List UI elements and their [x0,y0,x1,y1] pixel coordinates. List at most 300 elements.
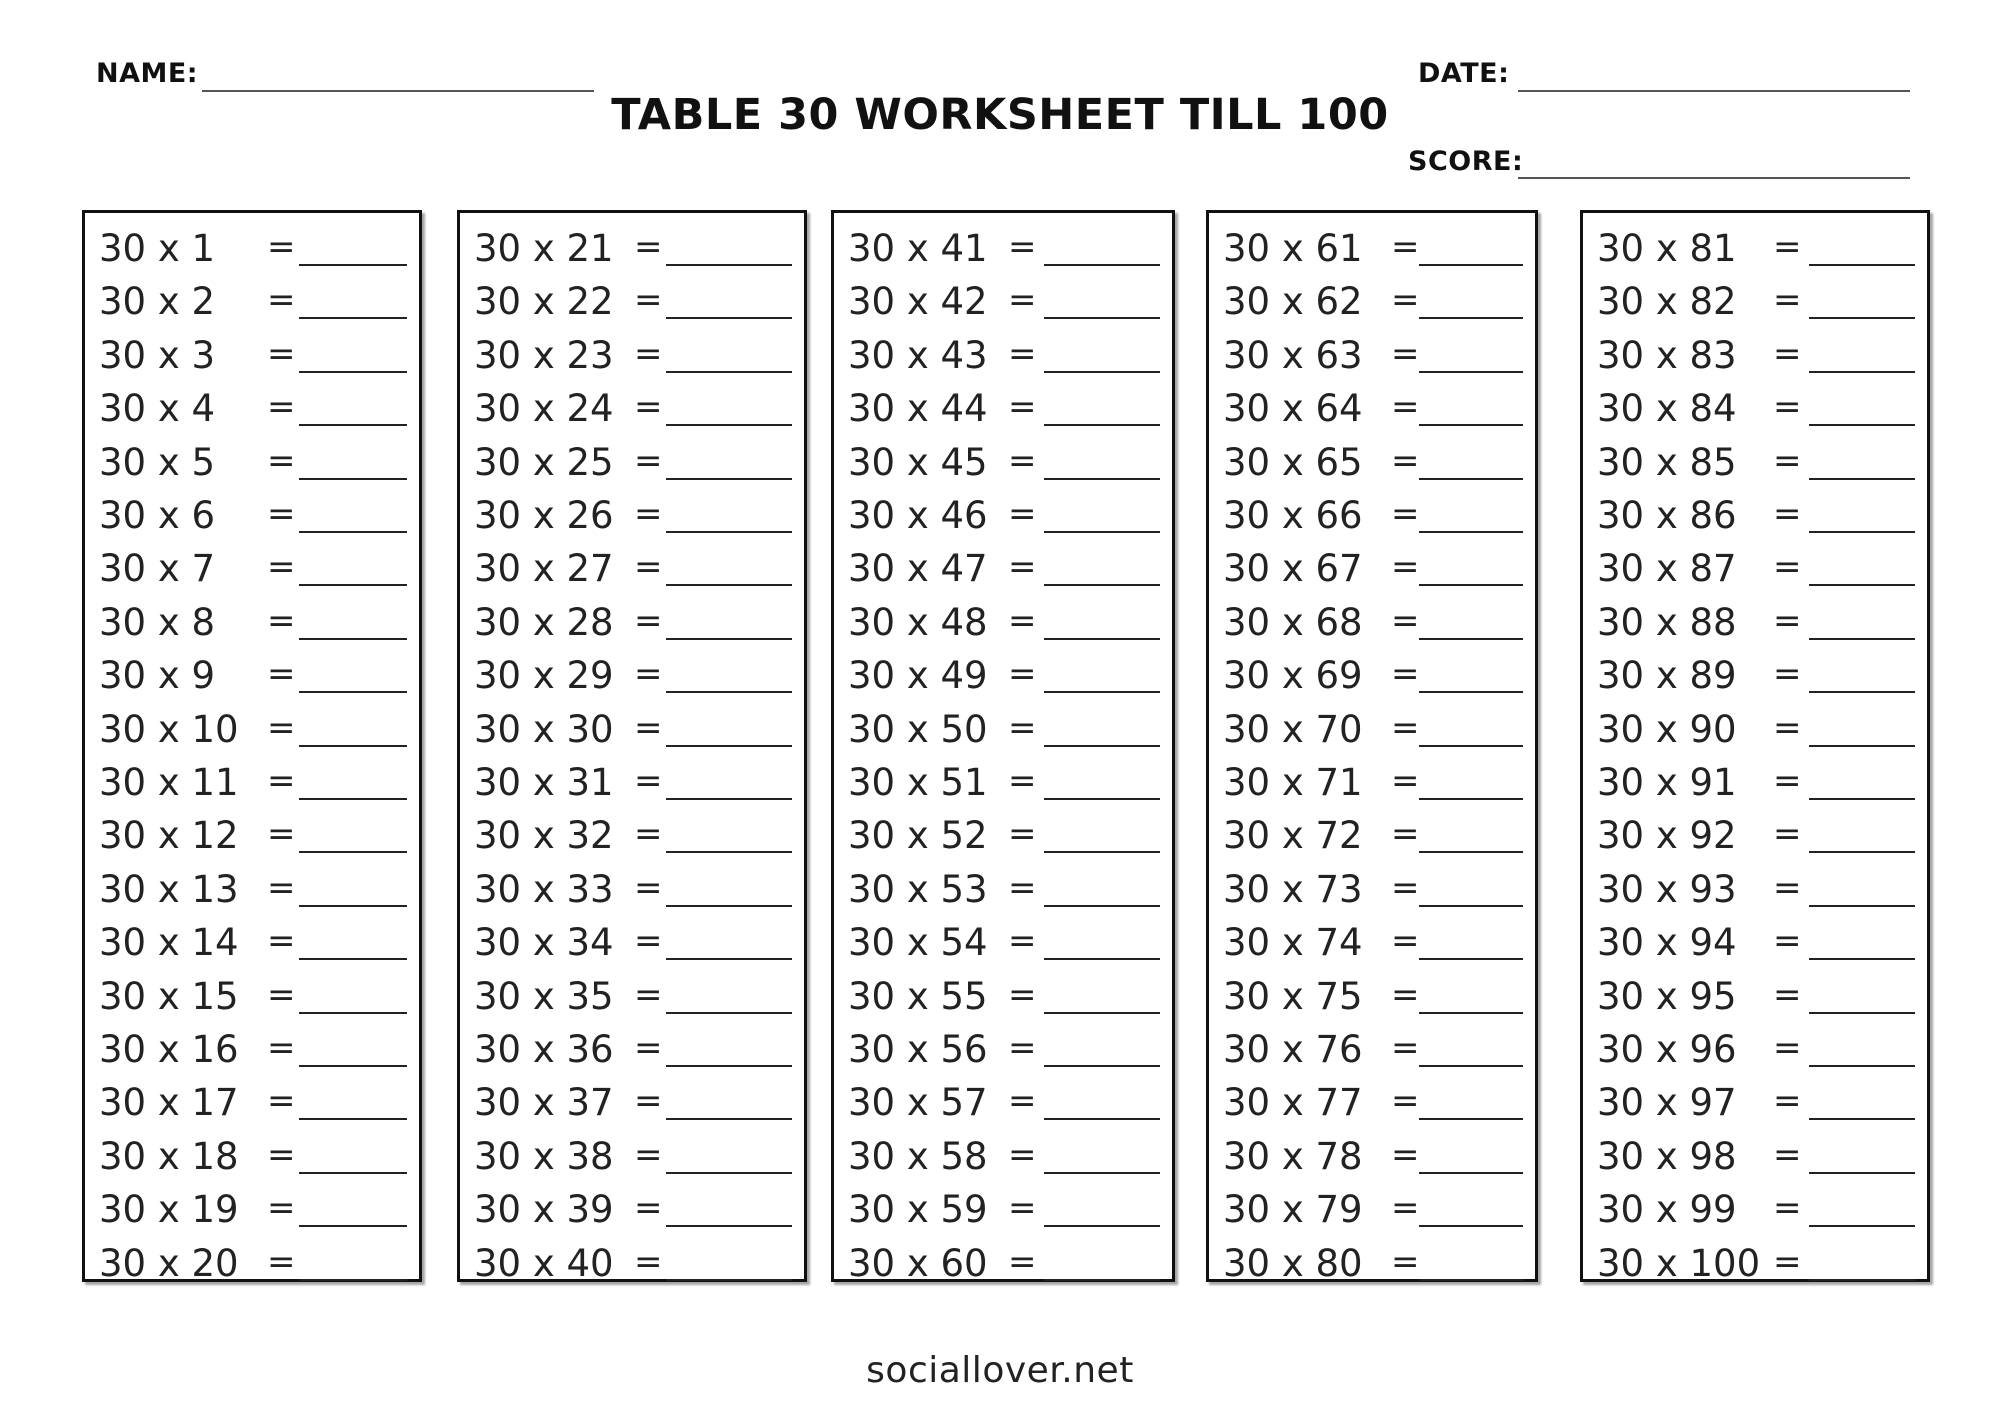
problem-row [85,810,419,863]
problem-expression: 30 x 18 [99,1134,239,1178]
answer-blank[interactable] [299,317,407,319]
answer-blank[interactable] [1044,584,1160,586]
answer-blank[interactable] [1809,371,1915,373]
problem-row [1583,1131,1927,1184]
problem-row [1209,1238,1535,1291]
problem-row [834,810,1172,863]
answer-blank[interactable] [666,798,792,800]
problem-row [834,650,1172,703]
answer-blank[interactable] [666,424,792,426]
problem-row [834,704,1172,757]
equals-sign: = [1773,440,1802,481]
problem-row [1209,1077,1535,1130]
equals-sign: = [1008,761,1037,801]
problem-expression: 30 x 8 [99,600,216,644]
equals-sign: = [634,974,663,1015]
problem-row [834,597,1172,650]
answer-blank[interactable] [1419,1065,1523,1067]
problem-expression: 30 x 53 [848,867,988,911]
problem-row [1583,383,1927,436]
problem-expression: 30 x 15 [99,974,239,1018]
equals-sign: = [267,494,296,534]
answer-blank[interactable] [666,691,792,693]
equals-sign: = [634,814,663,855]
problem-row [460,757,804,810]
answer-blank[interactable] [1044,371,1160,373]
answer-blank[interactable] [299,958,407,960]
answer-blank[interactable] [299,531,407,533]
answer-blank[interactable] [666,1172,792,1174]
answer-blank[interactable] [299,1172,407,1174]
answer-blank[interactable] [666,531,792,533]
problem-row [834,1131,1172,1184]
problem-row [460,864,804,917]
answer-blank[interactable] [1809,478,1915,480]
equals-sign: = [1391,280,1420,321]
problem-expression: 30 x 51 [848,761,988,804]
problem-expression: 30 x 37 [474,1081,614,1125]
answer-blank[interactable] [299,478,407,480]
problem-row [834,757,1172,810]
answer-blank[interactable] [1419,1279,1523,1281]
problem-row [460,490,804,543]
problem-expression: 30 x 41 [848,227,988,270]
equals-sign: = [1008,654,1037,695]
equals-sign: = [1773,1081,1802,1122]
answer-blank[interactable] [1419,691,1523,693]
problem-row [85,1024,419,1077]
problem-expression: 30 x 29 [474,654,614,698]
answer-blank[interactable] [1419,798,1523,800]
answer-blank[interactable] [299,1012,407,1014]
problem-row [1209,1024,1535,1077]
problem-expression: 30 x 26 [474,494,614,537]
answer-blank[interactable] [1419,478,1523,480]
problem-expression: 30 x 43 [848,333,988,377]
equals-sign: = [634,494,663,534]
equals-sign: = [1008,547,1037,588]
answer-blank[interactable] [299,638,407,640]
answer-blank[interactable] [1419,424,1523,426]
problem-expression: 30 x 40 [474,1241,614,1285]
equals-sign: = [634,600,663,641]
problem-row [834,1184,1172,1237]
equals-sign: = [267,814,296,855]
answer-blank[interactable] [666,584,792,586]
problem-row [834,223,1172,276]
problem-expression: 30 x 17 [99,1081,239,1125]
answer-blank[interactable] [1419,584,1523,586]
problem-row [460,383,804,436]
problem-row [460,810,804,863]
score-field-line[interactable] [1518,177,1910,179]
column-box-5 [1580,210,1930,1285]
problem-expression: 30 x 79 [1223,1188,1363,1232]
equals-sign: = [1391,921,1420,962]
equals-sign: = [1008,494,1037,534]
answer-blank[interactable] [666,1279,792,1281]
problem-row [85,1077,419,1130]
problem-expression: 30 x 50 [848,707,988,751]
equals-sign: = [1391,387,1420,428]
equals-sign: = [267,1134,296,1175]
problem-expression: 30 x 22 [474,280,614,324]
equals-sign: = [634,440,663,481]
answer-blank[interactable] [1044,424,1160,426]
problem-expression: 30 x 80 [1223,1241,1363,1285]
problem-expression: 30 x 86 [1597,494,1737,537]
problem-expression: 30 x 23 [474,333,614,377]
problem-expression: 30 x 87 [1597,547,1737,591]
equals-sign: = [1773,707,1802,748]
answer-blank[interactable] [1419,317,1523,319]
answer-blank[interactable] [1809,424,1915,426]
equals-sign: = [1773,387,1802,428]
problem-row [460,650,804,703]
equals-sign: = [1773,227,1802,267]
problem-row [1209,223,1535,276]
answer-blank[interactable] [1809,638,1915,640]
answer-blank[interactable] [299,905,407,907]
answer-blank[interactable] [299,264,407,266]
problem-row [85,650,419,703]
problem-row [85,490,419,543]
problem-expression: 30 x 32 [474,814,614,858]
answer-blank[interactable] [1419,745,1523,747]
answer-blank[interactable] [299,1065,407,1067]
column-box-2 [457,210,807,1285]
equals-sign: = [634,654,663,695]
answer-blank[interactable] [1809,1225,1915,1227]
equals-sign: = [1391,707,1420,748]
answer-blank[interactable] [299,1279,407,1281]
equals-sign: = [1008,1241,1037,1282]
equals-sign: = [1008,1188,1037,1229]
answer-blank[interactable] [1809,851,1915,853]
answer-blank[interactable] [1044,798,1160,800]
problem-row [1583,757,1927,810]
problem-row [1209,810,1535,863]
equals-sign: = [634,921,663,962]
problem-expression: 30 x 10 [99,707,239,751]
answer-blank[interactable] [666,1065,792,1067]
answer-blank[interactable] [1809,1118,1915,1120]
equals-sign: = [267,1081,296,1122]
problem-row [460,1131,804,1184]
problem-row [460,543,804,596]
column-box-1 [82,210,422,1285]
answer-blank[interactable] [1044,531,1160,533]
equals-sign: = [1773,1241,1802,1282]
equals-sign: = [1773,654,1802,695]
equals-sign: = [1391,814,1420,855]
problem-row [1583,490,1927,543]
equals-sign: = [1773,974,1802,1015]
answer-blank[interactable] [666,745,792,747]
problem-row [1209,864,1535,917]
answer-blank[interactable] [1044,264,1160,266]
answer-blank[interactable] [1809,317,1915,319]
problem-expression: 30 x 21 [474,227,614,270]
equals-sign: = [1391,974,1420,1015]
answer-blank[interactable] [299,371,407,373]
problem-expression: 30 x 45 [848,440,988,484]
problem-row [834,276,1172,329]
problem-expression: 30 x 84 [1597,387,1737,431]
equals-sign: = [267,921,296,962]
problem-expression: 30 x 76 [1223,1028,1363,1071]
equals-sign: = [267,280,296,321]
answer-blank[interactable] [299,851,407,853]
equals-sign: = [634,1188,663,1229]
answer-blank[interactable] [1419,1172,1523,1174]
problem-row [834,543,1172,596]
answer-blank[interactable] [1419,531,1523,533]
answer-blank[interactable] [666,1012,792,1014]
problem-row [85,276,419,329]
problem-expression: 30 x 91 [1597,761,1737,804]
problem-row [85,864,419,917]
problem-expression: 30 x 7 [99,547,216,591]
answer-blank[interactable] [1419,1012,1523,1014]
answer-blank[interactable] [1419,264,1523,266]
equals-sign: = [267,1028,296,1068]
problem-expression: 30 x 35 [474,974,614,1018]
equals-sign: = [634,761,663,801]
answer-blank[interactable] [1809,958,1915,960]
problem-row [460,223,804,276]
equals-sign: = [267,1188,296,1229]
answer-blank[interactable] [1044,1065,1160,1067]
equals-sign: = [1008,974,1037,1015]
problem-expression: 30 x 89 [1597,654,1737,698]
problem-row [460,597,804,650]
answer-blank[interactable] [666,905,792,907]
answer-blank[interactable] [1044,691,1160,693]
problem-row [85,1131,419,1184]
equals-sign: = [634,227,663,267]
equals-sign: = [267,654,296,695]
problem-expression: 30 x 95 [1597,974,1737,1018]
answer-blank[interactable] [299,424,407,426]
problem-row [1209,276,1535,329]
answer-blank[interactable] [666,371,792,373]
answer-blank[interactable] [666,478,792,480]
problem-expression: 30 x 67 [1223,547,1363,591]
problem-row [460,1238,804,1291]
answer-blank[interactable] [1419,371,1523,373]
problem-row [834,383,1172,436]
answer-blank[interactable] [1809,905,1915,907]
answer-blank[interactable] [1809,691,1915,693]
problem-expression: 30 x 31 [474,761,614,804]
problem-expression: 30 x 30 [474,707,614,751]
answer-blank[interactable] [1809,1012,1915,1014]
answer-blank[interactable] [1044,478,1160,480]
equals-sign: = [267,1241,296,1282]
problem-row [460,1024,804,1077]
answer-blank[interactable] [1419,1118,1523,1120]
answer-blank[interactable] [1044,851,1160,853]
equals-sign: = [634,867,663,908]
equals-sign: = [634,547,663,588]
equals-sign: = [1008,1081,1037,1122]
equals-sign: = [1391,333,1420,374]
problem-row [1583,810,1927,863]
problem-expression: 30 x 56 [848,1028,988,1071]
problem-row [1209,1184,1535,1237]
problem-row [1583,330,1927,383]
equals-sign: = [1391,440,1420,481]
date-label: DATE: [1418,58,1510,89]
problem-row [834,864,1172,917]
equals-sign: = [1008,280,1037,321]
problem-expression: 30 x 78 [1223,1134,1363,1178]
problem-expression: 30 x 62 [1223,280,1363,324]
problem-row [85,1238,419,1291]
problem-row [460,437,804,490]
problem-expression: 30 x 11 [99,761,239,804]
problem-expression: 30 x 98 [1597,1134,1737,1178]
problem-row [460,917,804,970]
problem-expression: 30 x 63 [1223,333,1363,377]
answer-blank[interactable] [1044,1172,1160,1174]
problem-row [1209,330,1535,383]
answer-blank[interactable] [1809,531,1915,533]
equals-sign: = [1391,1241,1420,1282]
equals-sign: = [1008,1028,1037,1068]
problem-row [460,704,804,757]
problem-row [1209,917,1535,970]
problem-expression: 30 x 33 [474,867,614,911]
problem-row [834,330,1172,383]
problem-expression: 30 x 4 [99,387,216,431]
equals-sign: = [267,707,296,748]
problem-expression: 30 x 1 [99,227,216,270]
equals-sign: = [1773,600,1802,641]
equals-sign: = [1008,1134,1037,1175]
problem-expression: 30 x 57 [848,1081,988,1125]
answer-blank[interactable] [666,264,792,266]
equals-sign: = [634,387,663,428]
problem-row [1583,276,1927,329]
equals-sign: = [267,333,296,374]
problem-expression: 30 x 73 [1223,867,1363,911]
equals-sign: = [1391,1188,1420,1229]
answer-blank[interactable] [1419,1225,1523,1227]
problem-expression: 30 x 70 [1223,707,1363,751]
problem-row [834,917,1172,970]
problem-row [1583,704,1927,757]
equals-sign: = [1391,1028,1420,1068]
answer-blank[interactable] [666,1118,792,1120]
equals-sign: = [267,600,296,641]
equals-sign: = [634,1241,663,1282]
problem-row [834,490,1172,543]
problem-row [1583,650,1927,703]
answer-blank[interactable] [1044,638,1160,640]
answer-blank[interactable] [666,851,792,853]
answer-blank[interactable] [1809,584,1915,586]
equals-sign: = [1008,707,1037,748]
answer-blank[interactable] [1419,851,1523,853]
answer-blank[interactable] [1044,1012,1160,1014]
problem-expression: 30 x 39 [474,1188,614,1232]
equals-sign: = [1391,654,1420,695]
answer-blank[interactable] [299,584,407,586]
equals-sign: = [634,1081,663,1122]
equals-sign: = [267,387,296,428]
equals-sign: = [1391,867,1420,908]
problem-row [1209,543,1535,596]
answer-blank[interactable] [1044,1118,1160,1120]
equals-sign: = [1773,921,1802,962]
problem-expression: 30 x 44 [848,387,988,431]
answer-blank[interactable] [666,958,792,960]
answer-blank[interactable] [666,638,792,640]
score-label: SCORE: [1408,146,1524,177]
answer-blank[interactable] [1044,1279,1160,1281]
problem-expression: 30 x 36 [474,1028,614,1071]
answer-blank[interactable] [1809,1172,1915,1174]
problem-expression: 30 x 94 [1597,921,1737,965]
problem-row [1583,543,1927,596]
equals-sign: = [634,707,663,748]
answer-blank[interactable] [1809,1065,1915,1067]
problem-row [85,543,419,596]
answer-blank[interactable] [1809,745,1915,747]
equals-sign: = [1773,1028,1802,1068]
problem-row [460,1184,804,1237]
equals-sign: = [1008,227,1037,267]
answer-blank[interactable] [299,691,407,693]
problem-expression: 30 x 46 [848,494,988,537]
answer-blank[interactable] [1809,264,1915,266]
answer-blank[interactable] [1044,905,1160,907]
answer-blank[interactable] [1809,798,1915,800]
answer-blank[interactable] [1044,958,1160,960]
answer-blank[interactable] [299,1118,407,1120]
equals-sign: = [1391,761,1420,801]
problem-row [1583,1024,1927,1077]
answer-blank[interactable] [1044,1225,1160,1227]
problem-row [834,1238,1172,1291]
problem-row [1209,704,1535,757]
problem-row [85,704,419,757]
answer-blank[interactable] [1419,638,1523,640]
equals-sign: = [1773,1188,1802,1229]
answer-blank[interactable] [666,1225,792,1227]
answer-blank[interactable] [1419,958,1523,960]
answer-blank[interactable] [299,745,407,747]
problem-row [834,1077,1172,1130]
problem-row [1209,650,1535,703]
answer-blank[interactable] [299,1225,407,1227]
answer-blank[interactable] [1044,745,1160,747]
problem-expression: 30 x 52 [848,814,988,858]
answer-blank[interactable] [1044,317,1160,319]
answer-blank[interactable] [666,317,792,319]
equals-sign: = [1773,333,1802,374]
equals-sign: = [1391,227,1420,267]
equals-sign: = [1391,600,1420,641]
answer-blank[interactable] [1419,905,1523,907]
problem-row [1583,864,1927,917]
answer-blank[interactable] [1809,1279,1915,1281]
problem-expression: 30 x 49 [848,654,988,698]
equals-sign: = [1008,600,1037,641]
answer-blank[interactable] [299,798,407,800]
